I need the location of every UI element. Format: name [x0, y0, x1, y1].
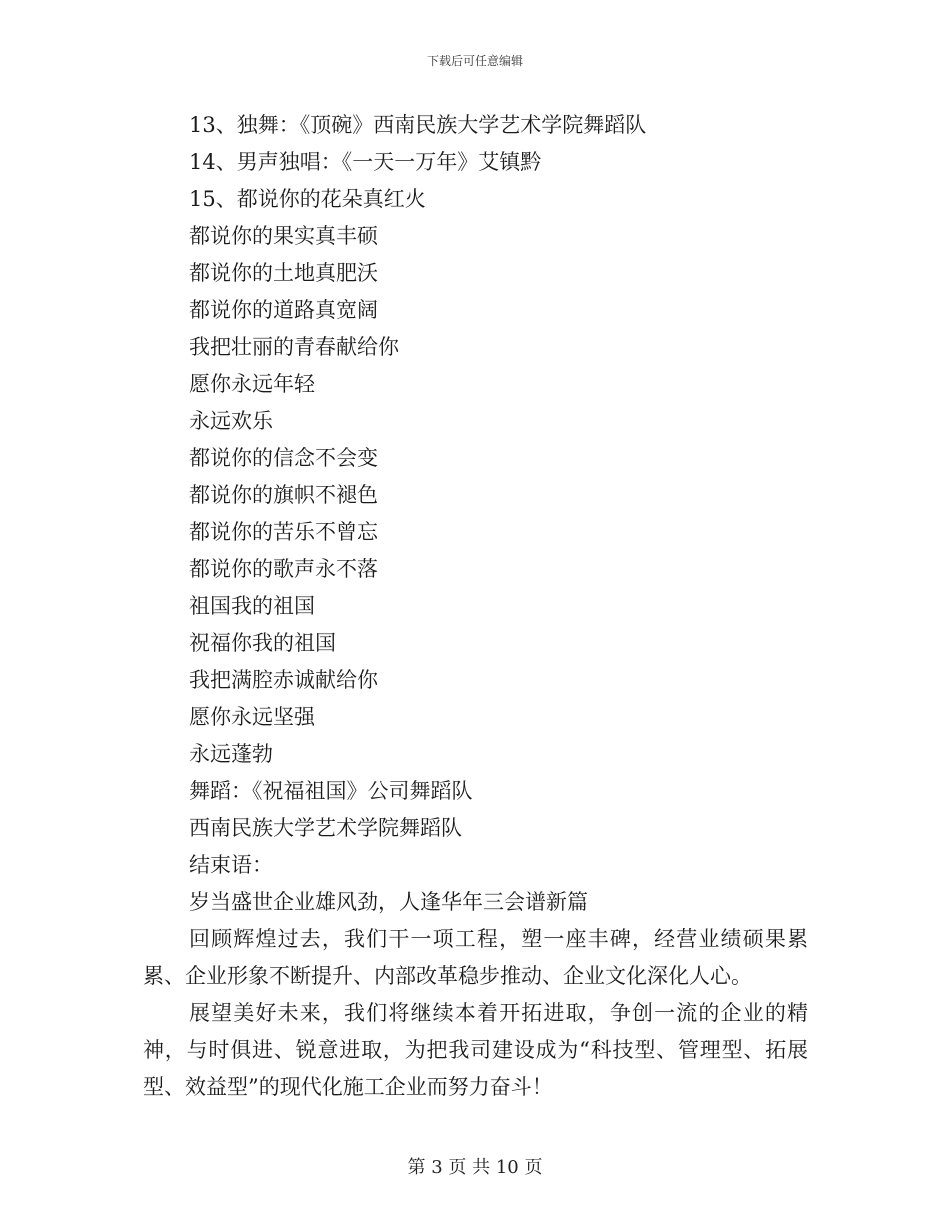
lyric-line: 都说你的土地真肥沃	[189, 261, 378, 285]
lyric-line: 我把满腔赤诚献给你	[189, 668, 378, 692]
lyric-line: 都说你的果实真丰硕	[189, 224, 378, 248]
closing-paragraph: 回顾辉煌过去，我们干一项工程，塑一座丰碑，经营业绩硕果累累、企业形象不断提升、内部改革稳步推动、企业文化深化人心。	[143, 927, 808, 988]
lyric-line: 祝福你我的祖国	[189, 631, 336, 655]
lyric-line: 愿你永远坚强	[189, 705, 315, 729]
lyric-line: 永远蓬勃	[189, 742, 273, 766]
lyric-line: 都说你的歌声永不落	[189, 557, 378, 581]
page-number: 第 3 页 共 10 页	[407, 1157, 543, 1178]
lyric-line: 愿你永远年轻	[189, 372, 315, 396]
lyric-line: 都说你的道路真宽阔	[189, 298, 378, 322]
closing-paragraph: 展望美好未来，我们将继续本着开拓进取，争创一流的企业的精神，与时俱进、锐意进取，为把我司建设成为“科技型、管理型、拓展型、效益型”的现代化施工企业而努力奋斗！	[143, 1001, 808, 1099]
lyric-line: 祖国我的祖国	[189, 594, 315, 618]
lyric-line: 都说你的苦乐不曾忘	[189, 520, 378, 544]
lyric-line: 永远欢乐	[189, 409, 273, 433]
lyric-line: 我把壮丽的青春献给你	[189, 335, 399, 359]
page-header: 下载后可任意编辑	[426, 54, 523, 68]
lyric-line: 都说你的信念不会变	[189, 446, 378, 470]
program-line: 舞蹈：《祝福祖国》公司舞蹈队	[189, 779, 473, 803]
lyric-line: 都说你的旗帜不褪色	[189, 483, 378, 507]
program-line: 西南民族大学艺术学院舞蹈队	[189, 816, 462, 840]
section-heading: 结束语：	[189, 853, 273, 877]
program-line: 15、都说你的花朵真红火	[189, 187, 426, 211]
program-line: 14、男声独唱：《一天一万年》艾镇黔	[189, 150, 542, 174]
closing-couplet: 岁当盛世企业雄风劲，人逢华年三会谱新篇	[189, 890, 588, 914]
document-body	[143, 107, 808, 1106]
program-line: 13、独舞：《顶碗》西南民族大学艺术学院舞蹈队	[189, 113, 647, 137]
